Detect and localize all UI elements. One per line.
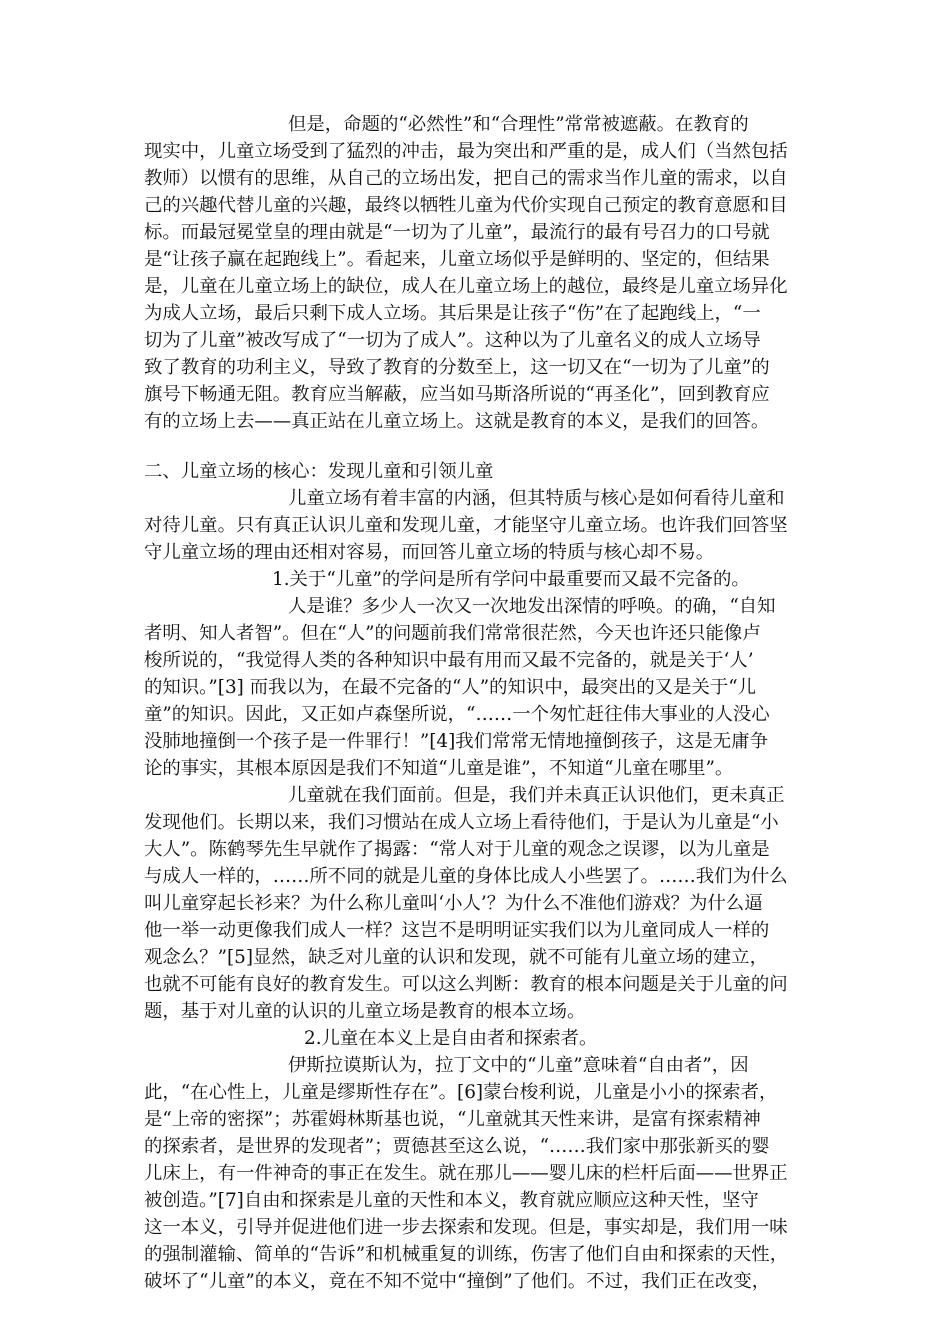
- text-line: 叫儿童穿起长衫来？为什么称儿童叫‘小人’？为什么不准他们游戏？为什么逼: [144, 893, 763, 914]
- text-line: 被创造。”[7]自由和探索是儿童的天性和本义，教育就应顺应这种天性，坚守: [144, 1190, 759, 1211]
- text-line: 但是，命题的“必然性”和“合理性”常常被遮蔽。在教育的: [288, 114, 749, 135]
- text-line: 现实中，儿童立场受到了猛烈的冲击，最为突出和严重的是，成人们（当然包括: [144, 141, 788, 162]
- text-line: 儿床上，有一件神奇的事正在发生。就在那儿——婴儿床的栏杆后面——世界正: [144, 1163, 788, 1184]
- text-line: 没肺地撞倒一个孩子是一件罪行！”[4]我们常常无情地撞倒孩子，这是无庸争: [144, 731, 768, 752]
- text-line: 他一举一动更像我们成人一样？这岂不是明明证实我们以为儿童同成人一样的: [144, 920, 770, 941]
- text-line: 儿童立场有着丰富的内涵，但其特质与核心是如何看待儿童和: [288, 488, 785, 509]
- text-line: 与成人一样的，……所不同的就是儿童的身体比成人小些罢了。……我们为什么: [144, 866, 788, 887]
- text-line: 人是谁？多少人一次又一次地发出深情的呼唤。的确，“自知: [288, 596, 776, 617]
- text-line: 的探索者，是世界的发现者”；贾德甚至这么说，“……我们家中那张新买的婴: [144, 1136, 770, 1157]
- text-line: 标。而最冠冕堂皇的理由就是“一切为了儿童”，最流行的最有号召力的口号就: [144, 222, 770, 243]
- text-line: 此，“在心性上，儿童是缪斯性存在”。[6]蒙台梭利说，儿童是小小的探索者，: [144, 1082, 778, 1103]
- text-line: 儿童就在我们面前。但是，我们并未真正认识他们，更未真正: [288, 785, 785, 806]
- text-line: 是，儿童在儿童立场上的缺位，成人在儿童立场上的越位，最终是儿童立场异化: [144, 276, 788, 297]
- text-line: 大人”。陈鹤琴先生早就作了揭露：“常人对于儿童的观念之误谬，以为儿童是: [144, 839, 770, 860]
- subheading: 1.关于“儿童”的学问是所有学问中最重要而又最不完备的。: [272, 569, 750, 590]
- text-line: 对待儿童。只有真正认识儿童和发现儿童，才能坚守儿童立场。也许我们回答坚: [144, 515, 788, 536]
- text-line: 题，基于对儿童的认识的儿童立场是教育的根本立场。: [144, 1001, 586, 1022]
- section-heading: 二、儿童立场的核心：发现儿童和引领儿童: [144, 461, 494, 482]
- text-line: 是“让孩子赢在起跑线上”。看起来，儿童立场似乎是鲜明的、坚定的，但结果: [144, 249, 770, 270]
- subheading: 2.儿童在本义上是自由者和探索者。: [304, 1028, 598, 1049]
- text-line: 这一本义，引导并促进他们进一步去探索和发现。但是，事实却是，我们用一味: [144, 1217, 788, 1238]
- text-line: 旗号下畅通无阻。教育应当解蔽，应当如马斯洛所说的“再圣化”，回到教育应: [144, 384, 770, 405]
- text-line: 的知识。”[3] 而我以为，在最不完备的“人”的知识中，最突出的又是关于“儿: [144, 677, 757, 698]
- text-line: 的强制灌输、简单的“告诉”和机械重复的训练，伤害了他们自由和探索的天性，: [144, 1244, 789, 1265]
- text-line: 伊斯拉谟斯认为，拉丁文中的“儿童”意味着“自由者”，因: [288, 1055, 749, 1076]
- text-line: 教师）以惯有的思维，从自己的立场出发，把自己的需求当作儿童的需求，以自: [144, 168, 788, 189]
- text-line: 观念么？”[5]显然，缺乏对儿童的认识和发现，就不可能有儿童立场的建立，: [144, 947, 768, 968]
- text-line: 论的事实，其根本原因是我们不知道“儿童是谁”，不知道“儿童在哪里”。: [144, 758, 734, 779]
- text-line: 致了教育的功利主义，导致了教育的分数至上，这一切又在“一切为了儿童”的: [144, 357, 770, 378]
- text-line: 也就不可能有良好的教育发生。可以这么判断：教育的根本问题是关于儿童的问: [144, 974, 788, 995]
- text-line: 发现他们。长期以来，我们习惯站在成人立场上看待他们，于是认为儿童是“小: [144, 812, 779, 833]
- text-line: 守儿童立场的理由还相对容易，而回答儿童立场的特质与核心却不易。: [144, 542, 715, 563]
- text-line: 者明、知人者智”。但在“人”的问题前我们常常很茫然，今天也许还只能像卢: [144, 623, 761, 644]
- text-line: 为成人立场，最后只剩下成人立场。其后果是让孩子“伤”在了起跑线上，“一: [144, 303, 761, 324]
- text-line: 是“上帝的密探”；苏霍姆林斯基也说，“儿童就其天性来讲，是富有探索精神: [144, 1109, 761, 1130]
- text-line: 梭所说的，“我觉得人类的各种知识中最有用而又最不完备的，就是关于‘人’: [144, 650, 754, 671]
- text-line: 破坏了“儿童”的本义，竟在不知不觉中“撞倒”了他们。不过，我们正在改变，: [144, 1271, 771, 1292]
- text-line: 己的兴趣代替儿童的兴趣，最终以牺牲儿童为代价实现自己预定的教育意愿和目: [144, 195, 788, 216]
- text-line: 切为了儿童”被改写成了“一切为了成人”。这种以为了儿童名义的成人立场导: [144, 330, 761, 351]
- text-line: 童”的知识。因此，又正如卢森堡所说，“……一个匆忙赶往伟大事业的人没心: [144, 704, 770, 725]
- text-line: 有的立场上去——真正站在儿童立场上。这就是教育的本义，是我们的回答。: [144, 411, 770, 432]
